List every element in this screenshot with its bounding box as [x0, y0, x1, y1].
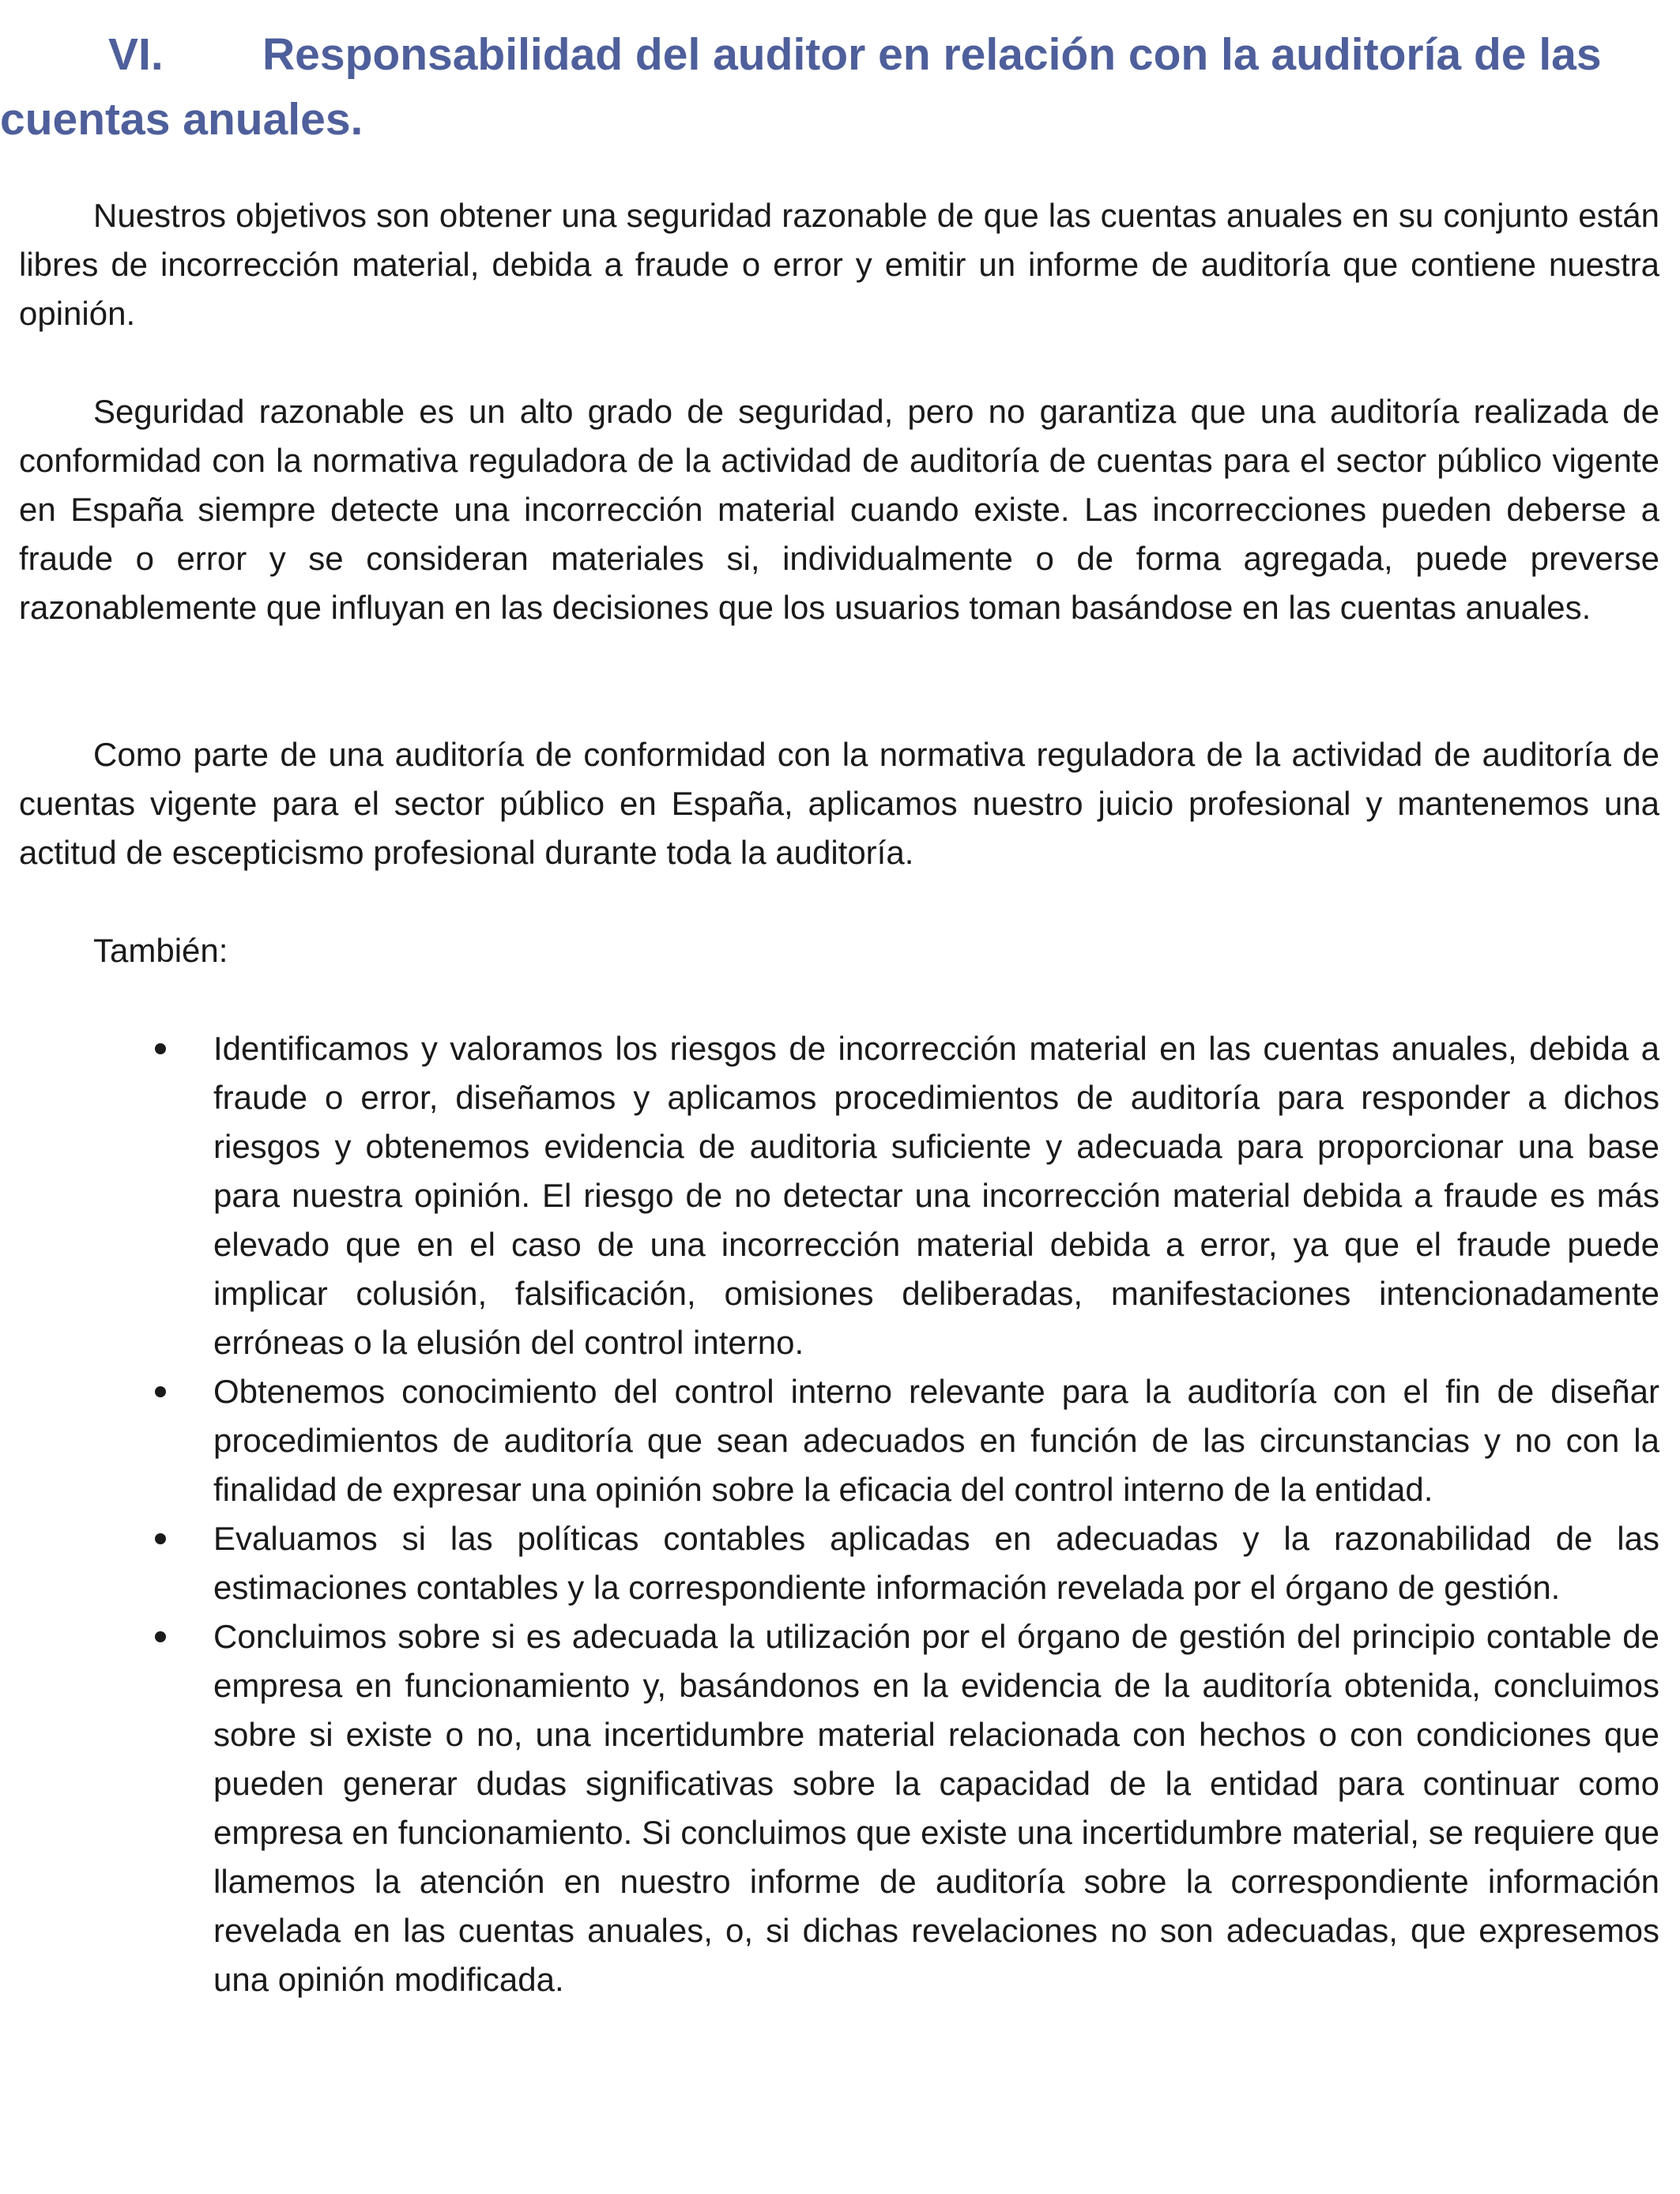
paragraph-objectives: Nuestros objetivos son obtener una seguridad razonable de que las cuentas anuales en su conjunto están libres de incorrección material, debida a fraude o error y emitir un informe de auditoría que contiene nuestra opinión.: [19, 197, 1659, 332]
responsibilities-list: [0, 1024, 1659, 2004]
list-item: [0, 1612, 1659, 2004]
bullet-icon: [155, 1533, 166, 1544]
list-item-text: Evaluamos si las políticas contables aplicadas en adecuadas y la razonabilidad de las estimaciones contables y la correspondiente información revelada por el órgano de gestión.: [213, 1520, 1659, 1606]
bullet-icon: [155, 1386, 166, 1397]
list-item-text: Identificamos y valoramos los riesgos de incorrección material en las cuentas anuales, debida a fraude o error, diseñamos y aplicamos procedimientos de auditoría para responder a dichos riesgos y obtenemos evidencia de auditoria suficiente y adecuada para proporcionar una base para nuestra opinión. El riesgo de no detectar una incorrección material debida a fraude es más elevado que en el caso de una incorrección material debida a error, ya que el fraude puede implicar colusión, falsificación, omisiones deliberadas, manifestaciones intencionadamente erróneas o la elusión del control interno.: [213, 1030, 1659, 1361]
section-heading: [0, 22, 1659, 152]
list-item-text: Concluimos sobre si es adecuada la utilización por el órgano de gestión del principio contable de empresa en funcionamiento y, basándonos en la evidencia de la auditoría obtenida, concluimos sobre si existe o no, una incertidumbre material relacionada con hechos o con condiciones que pueden generar dudas significativas sobre la capacidad de la entidad para continuar como empresa en funcionamiento. Si concluimos que existe una incertidumbre material, se requiere que llamemos la atención en nuestro informe de auditoría sobre la correspondiente información revelada en las cuentas anuales, o, si dichas revelaciones no son adecuadas, que expresemos una opinión modificada.: [213, 1618, 1659, 1998]
paragraph-also: También:: [93, 932, 228, 969]
section-title: Responsabilidad del auditor en relación con la auditoría de las cuentas anuales.: [0, 29, 1602, 145]
section-number: VI.: [108, 29, 164, 80]
list-item: [0, 1367, 1659, 1514]
list-item: [0, 1024, 1659, 1367]
paragraph-reasonable-assurance: Seguridad razonable es un alto grado de seguridad, pero no garantiza que una auditoría realizada de conformidad con la normativa reguladora de la actividad de auditoría de cuentas para el sector público vigente en España siempre detecte una incorrección material cuando existe. Las incorrecciones pueden deberse a fraude o error y se consideran materiales si, individualmente o de forma agregada, puede preverse razonablemente que influyan en las decisiones que los usuarios toman basándose en las cuentas anuales.: [19, 393, 1659, 626]
bullet-icon: [155, 1631, 166, 1642]
bullet-icon: [155, 1043, 166, 1054]
paragraph-professional-judgment: Como parte de una auditoría de conformidad con la normativa reguladora de la actividad de auditoría de cuentas vigente para el sector público en España, aplicamos nuestro juicio profesional y mantenemos una actitud de escepticismo profesional durante toda la auditoría.: [19, 736, 1659, 871]
list-item: [0, 1514, 1659, 1612]
list-item-text: Obtenemos conocimiento del control interno relevante para la auditoría con el fin de diseñar procedimientos de auditoría que sean adecuados en función de las circunstancias y no con la finalidad de expresar una opinión sobre la eficacia del control interno de la entidad.: [213, 1373, 1659, 1508]
